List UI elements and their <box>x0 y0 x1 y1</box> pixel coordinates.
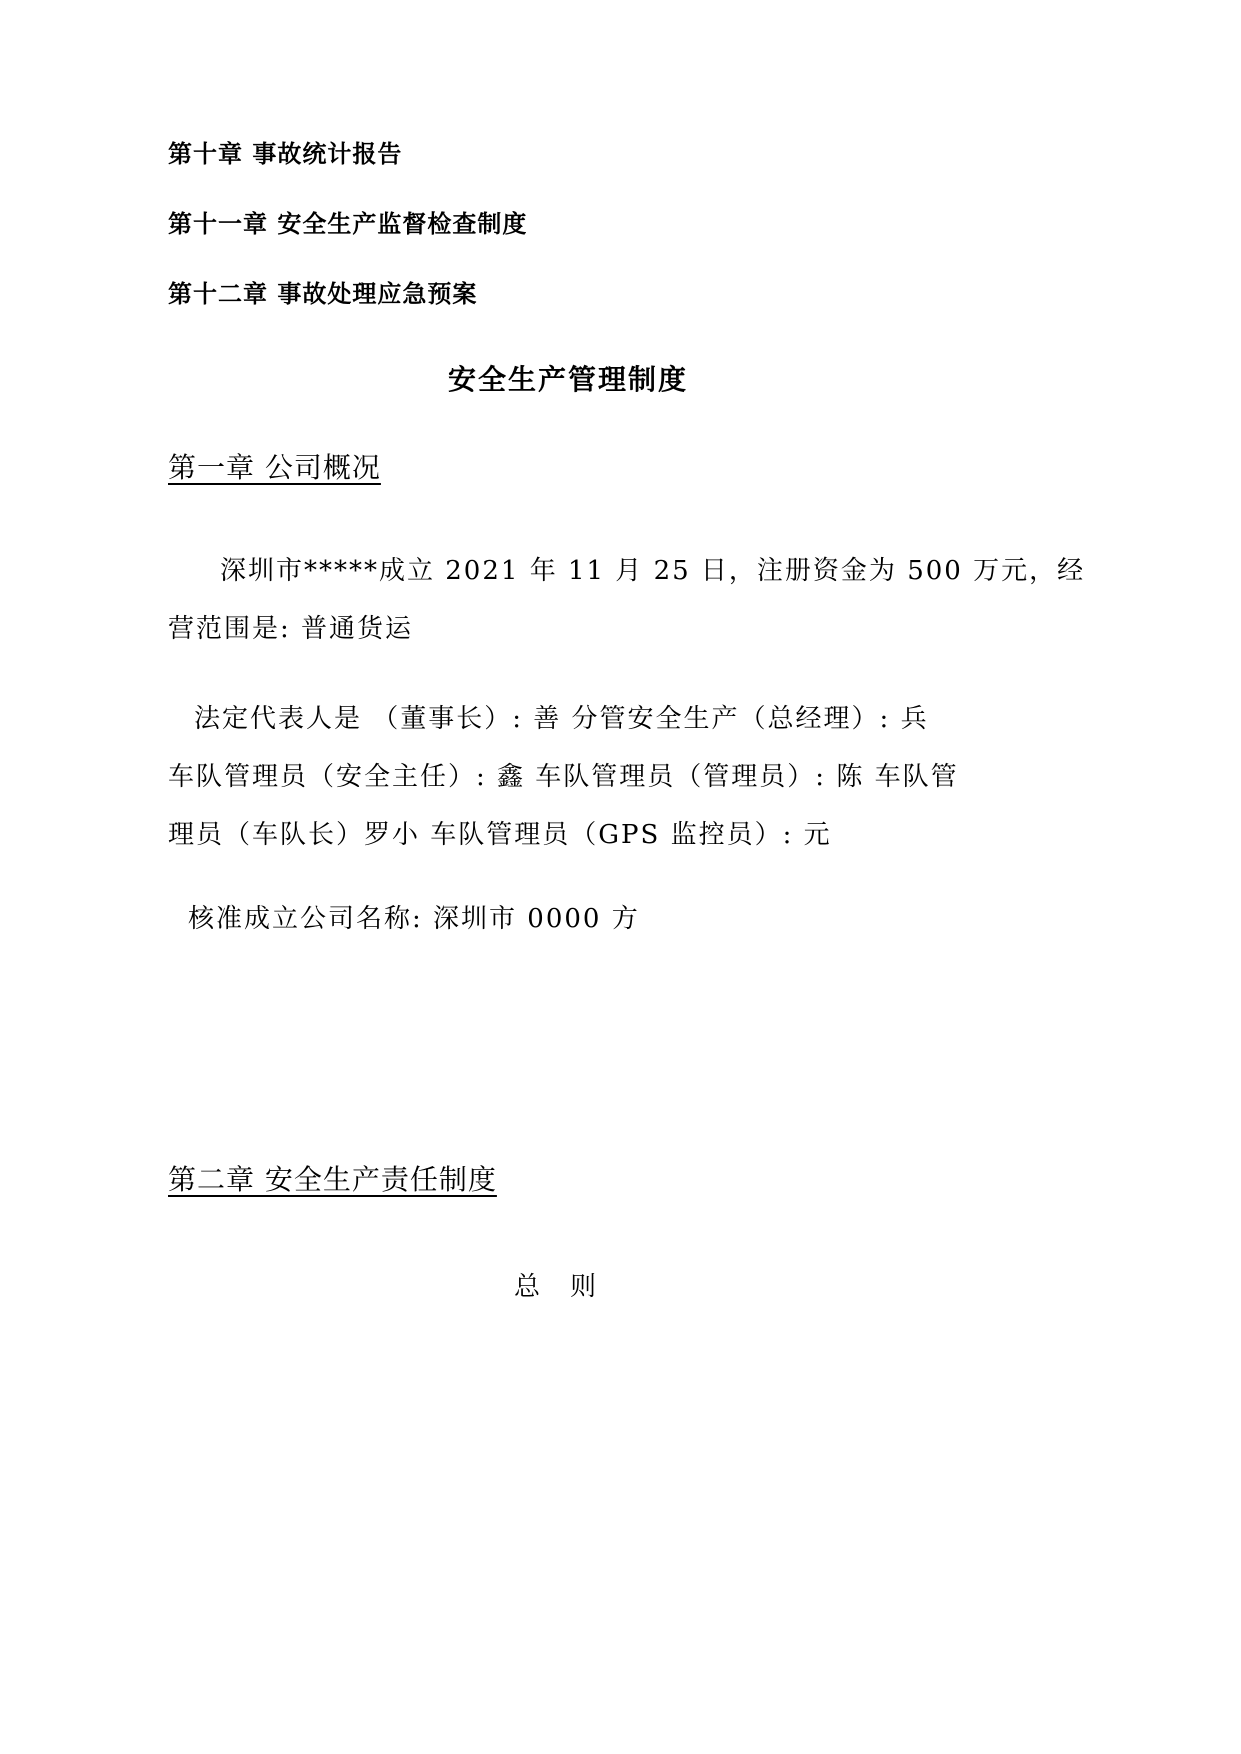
chapter-1-paragraph-1-line-1: 深圳市*****成立 2021 年 11 月 25 日，注册资金为 500 万元，经 <box>220 556 1086 586</box>
chapter-1-paragraph-2-line-1: 法定代表人是 （董事长）: 善 分管安全生产（总经理）: 兵 <box>194 704 929 734</box>
chapter-1-paragraph-3: 核准成立公司名称: 深圳市 0000 方 <box>188 904 640 934</box>
chapter-2-heading: 第二章 安全生产责任制度 <box>168 1163 497 1196</box>
toc-item-chapter-12: 第十二章 事故处理应急预案 <box>168 280 478 308</box>
document-title: 安全生产管理制度 <box>448 363 689 396</box>
chapter-1-heading: 第一章 公司概况 <box>168 451 381 484</box>
chapter-2-section-title: 总则 <box>514 1272 627 1302</box>
chapter-1-paragraph-2-line-2: 车队管理员（安全主任）: 鑫 车队管理员（管理员）: 陈 车队管 <box>168 762 959 792</box>
chapter-1-paragraph-2-line-3: 理员（车队长）罗小 车队管理员（GPS 监控员）: 元 <box>168 820 832 850</box>
toc-item-chapter-11: 第十一章 安全生产监督检查制度 <box>168 210 528 238</box>
chapter-1-paragraph-1-line-2: 营范围是: 普通货运 <box>168 614 414 644</box>
toc-item-chapter-10: 第十章 事故统计报告 <box>168 140 403 168</box>
